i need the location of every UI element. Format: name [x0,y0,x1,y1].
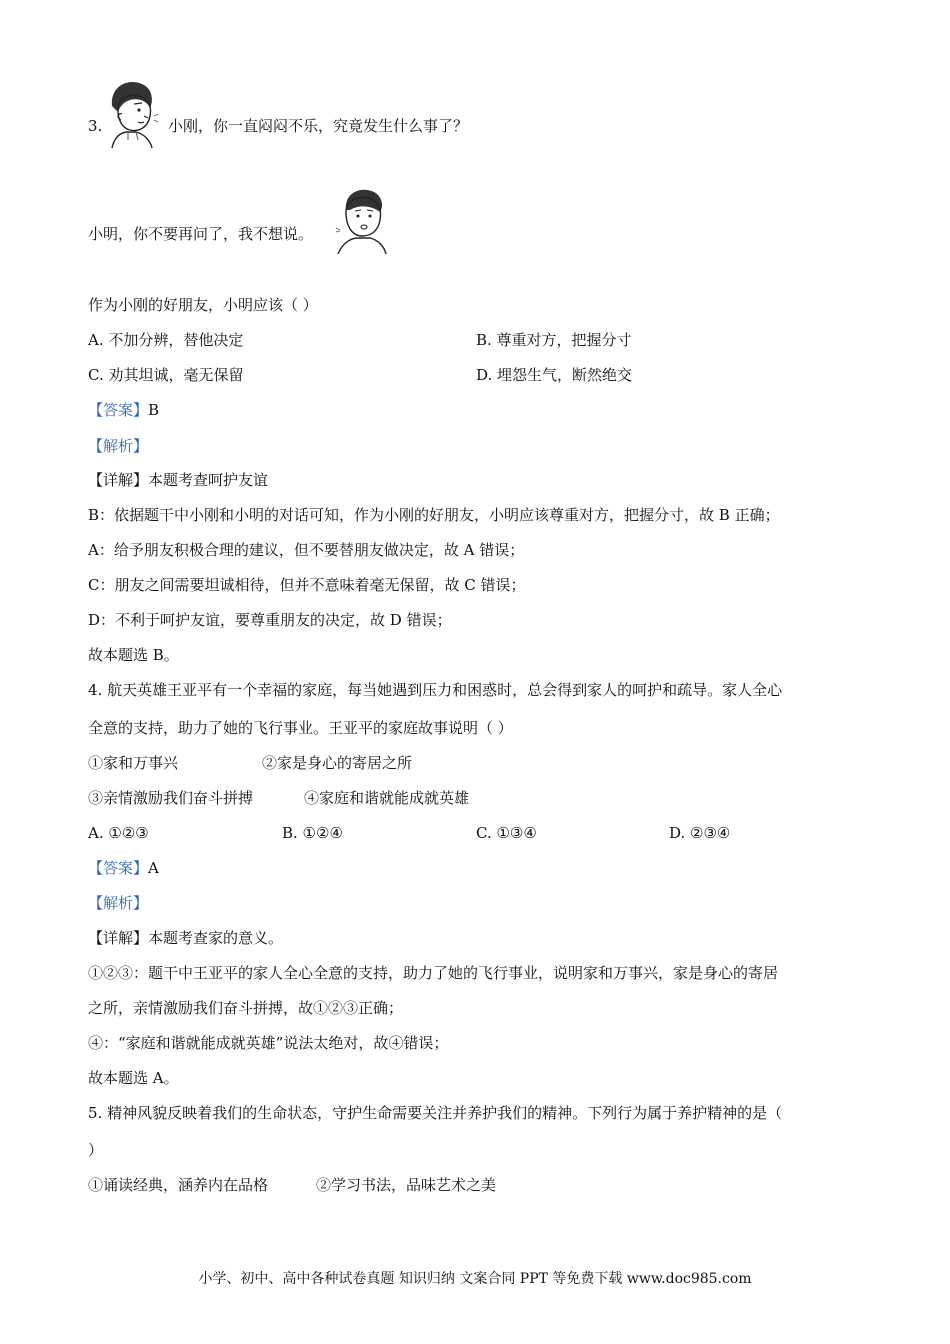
q4-explanation-2: 之所，亲情激励我们奋斗拼搏，故①②③正确； [88,999,404,1017]
q3-explanation-a: A：给予朋友积极合理的建议，但不要替朋友做决定，故 A 错误； [88,541,525,559]
q4-detail-line [88,928,283,948]
q4-detail-title: 本题考查家的意义。 [148,929,284,947]
q3-answer-line [88,400,159,420]
q3-option-c: C. 劝其坦诚，毫无保留 [88,366,244,384]
q4-analysis-tag: 【解析】 [88,894,149,912]
q4-statement-3: ③亲情激励我们奋斗拼搏 [88,789,254,807]
q3-dialogue-gang: 小刚，你一直闷闷不乐，究竟发生什么事了？ [168,117,469,135]
answer-tag: 【答案】 [88,859,149,877]
detail-tag: 【详解】 [88,929,149,947]
q3-stem: 作为小刚的好朋友，小明应该（ ） [88,296,318,314]
q4-option-a: A. ①②③ [88,824,149,842]
page-footer: 小学、初中、高中各种试卷真题 知识归纳 文案合同 PPT 等免费下载 www.doc985.com [198,1271,752,1287]
q3-option-b: B. 尊重对方，把握分寸 [476,331,632,349]
boy-xiaoming-portrait [334,184,390,254]
q3-option-d: D. 埋怨生气，断然绝交 [476,366,633,384]
q4-explanation-1: ①②③：题干中王亚平的家人全心全意的支持，助力了她的飞行事业，说明家和万事兴，家是身心的寄居 [88,964,779,982]
q4-statement-2: ②家是身心的寄居之所 [262,754,413,772]
q5-statement-2: ②学习书法，品味艺术之美 [316,1176,497,1194]
q4-option-b: B. ①②④ [282,824,343,842]
q4-answer-value: A [148,859,159,877]
q5-stem-line1: 5. 精神风貌反映着我们的生命状态，守护生命需要关注并养护我们的精神。下列行为属于养护精神的是（ [88,1104,783,1122]
q4-conclusion: 故本题选 A。 [88,1069,179,1087]
q3-answer-value: B [148,401,160,419]
q4-statement-4: ④家庭和谐就能成就英雄 [304,789,470,807]
q3-explanation-b: B：依据题干中小刚和小明的对话可知，作为小刚的好朋友，小明应该尊重对方，把握分寸，故 B 正确； [88,506,780,524]
detail-tag: 【详解】 [88,471,149,489]
q3-number: 3. [88,117,103,135]
q4-statement-1: ①家和万事兴 [88,754,179,772]
q3-detail-title: 本题考查呵护友谊 [148,471,269,489]
q4-option-c: C. ①③④ [476,824,537,842]
q3-analysis-tag: 【解析】 [88,437,149,455]
q3-conclusion: 故本题选 B。 [88,646,179,664]
q3-option-a: A. 不加分辨，替他决定 [88,331,244,349]
q3-explanation-d: D：不利于呵护友谊，要尊重朋友的决定，故 D 错误； [88,611,452,629]
q5-stem-line2: ） [88,1141,104,1159]
q5-statement-1: ①诵读经典，涵养内在品格 [88,1176,269,1194]
q4-stem-line1: 4. 航天英雄王亚平有一个幸福的家庭，每当她遇到压力和困惑时，总会得到家人的呵护和疏导。家人全心 [88,681,783,699]
q4-stem-line2: 全意的支持，助力了她的飞行事业。王亚平的家庭故事说明（ ） [88,719,513,737]
q3-dialogue-ming: 小明，你不要再问了，我不想说。 [88,225,314,243]
q3-explanation-c: C：朋友之间需要坦诚相待，但并不意味着毫无保留，故 C 错误； [88,576,526,594]
boy-xiaogang-portrait [104,76,160,148]
answer-tag: 【答案】 [88,401,149,419]
q4-explanation-3: ④：“家庭和谐就能成就英雄”说法太绝对，故④错误； [88,1034,449,1052]
q3-detail-line [88,470,268,490]
q4-answer-line [88,858,159,878]
q4-option-d: D. ②③④ [669,824,731,842]
